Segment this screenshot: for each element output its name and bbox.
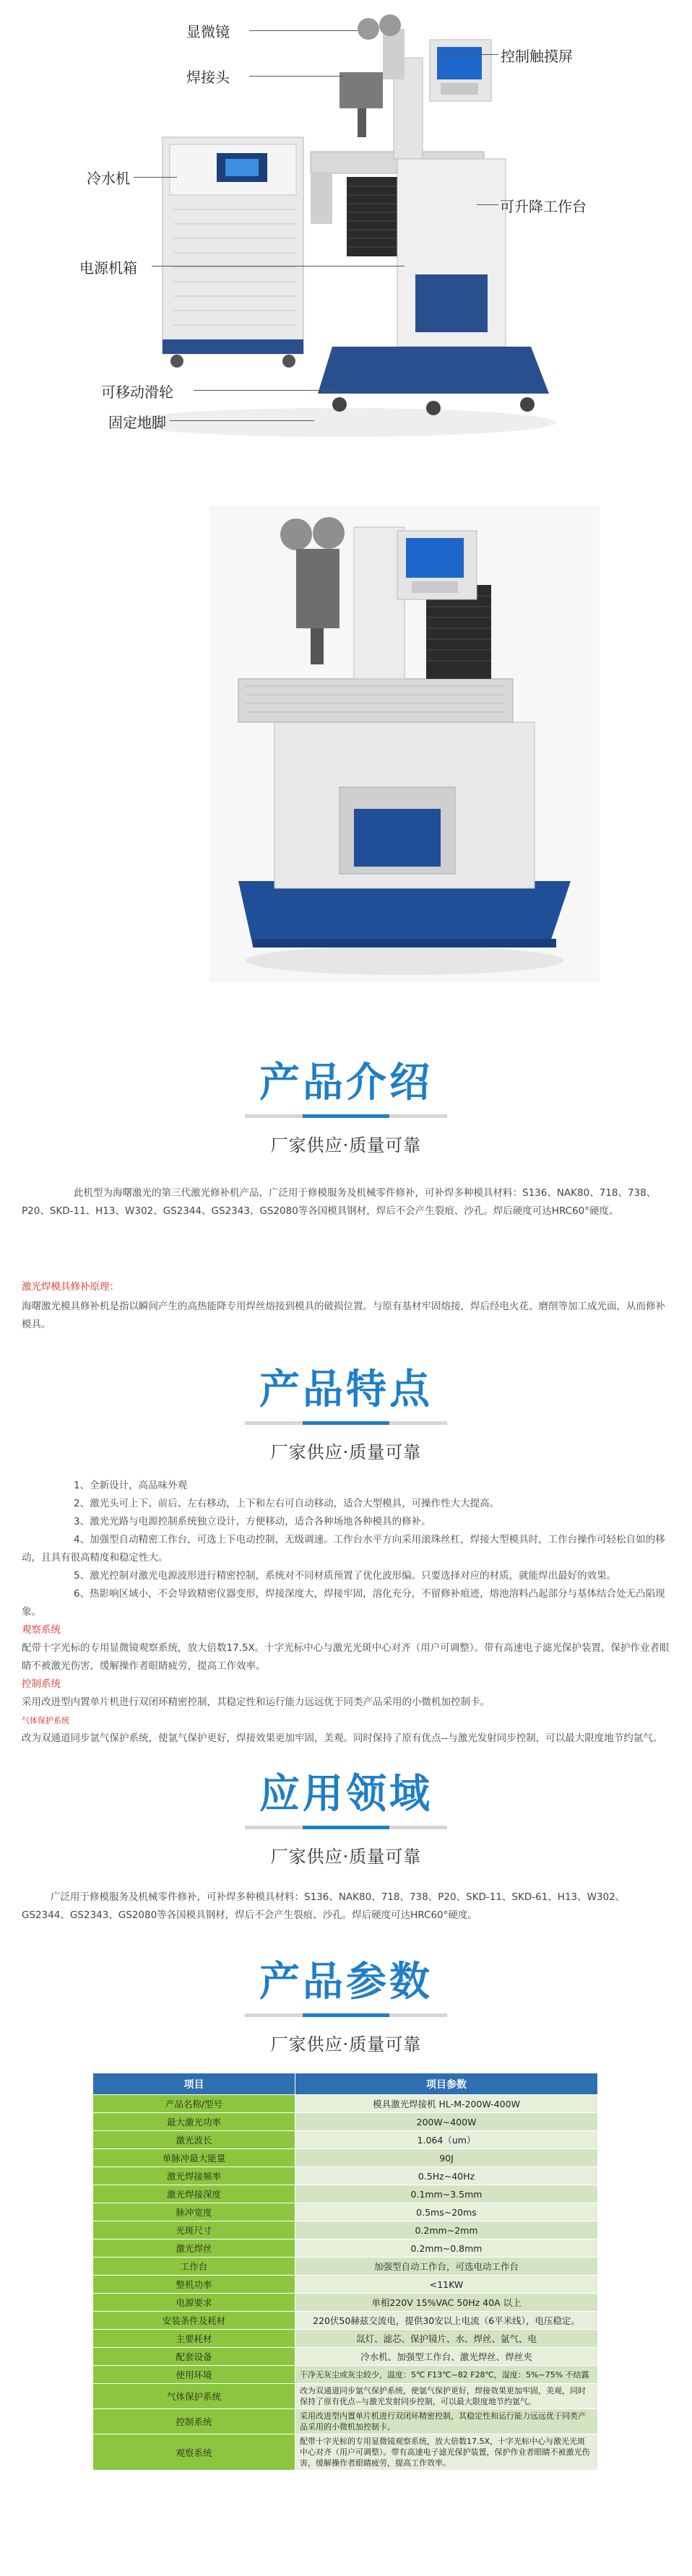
param-value: 1.064（um） xyxy=(295,2131,598,2149)
section-subtitle-features: 厂家供应·质量可靠 xyxy=(270,1442,422,1462)
param-name: 整机功率 xyxy=(93,2276,295,2294)
machine-product-photo xyxy=(209,506,600,982)
label-microscope: 显微镜 xyxy=(186,23,230,40)
param-name: 光斑尺寸 xyxy=(93,2221,295,2239)
param-value: 0.1mm~3.5mm xyxy=(295,2185,598,2203)
section-features-header xyxy=(0,1358,692,1463)
param-name: 控制系统 xyxy=(93,2409,295,2434)
param-value: 0.5Hz~40Hz xyxy=(295,2167,598,2185)
feature-item: 3、激光光路与电源控制系统独立设计，方便移动，适合各种场地各种模具的修补。 xyxy=(74,1516,431,1527)
param-name: 气体保护系统 xyxy=(93,2384,295,2409)
param-value: 0.5ms~20ms xyxy=(295,2203,598,2221)
section-subtitle-params: 厂家供应·质量可靠 xyxy=(270,2034,422,2055)
section-subtitle-application: 厂家供应·质量可靠 xyxy=(270,1847,422,1867)
label-chiller: 冷水机 xyxy=(87,170,130,187)
param-name: 激光焊接频率 xyxy=(93,2167,295,2185)
param-value: 0.2mm~2mm xyxy=(295,2221,598,2239)
principle-title: 激光焊模具修补原理： xyxy=(22,1281,119,1293)
params-table-body xyxy=(93,2095,598,2471)
label-power-cabinet: 电源机箱 xyxy=(79,259,137,277)
param-value: 氙灯、滤芯、保护镜片、水、焊丝、氩气、电 xyxy=(295,2330,598,2348)
param-value: 0.2mm~0.8mm xyxy=(295,2239,598,2258)
feature-item: 1、全新设计，高品味外观 xyxy=(74,1480,188,1491)
section-intro-header xyxy=(0,1051,692,1156)
param-value: <11KW xyxy=(295,2276,598,2294)
table-row xyxy=(93,2312,598,2330)
table-row xyxy=(93,2366,598,2384)
param-value: 200W~400W xyxy=(295,2113,598,2131)
label-weld-head: 焊接头 xyxy=(186,69,230,86)
param-value: 模具激光焊接机 HL-M-200W-400W xyxy=(295,2095,598,2113)
label-feet: 固定地脚 xyxy=(108,414,166,431)
param-name: 脉冲宽度 xyxy=(93,2203,295,2221)
features-list xyxy=(22,1477,672,1748)
table-row xyxy=(93,2221,598,2239)
param-name: 激光波长 xyxy=(93,2131,295,2149)
observe-body: 配带十字光标的专用显微镜观察系统，放大倍数17.5X。十字光标中心与激光光斑中心对齐（用户可调整）。带有高速电子滤光保护装置，保护作业者眼睛不被激光伤害，缓解操作者眼睛疲劳，提高工作效率。 xyxy=(22,1642,670,1672)
param-name: 安装条件及耗材 xyxy=(93,2312,295,2330)
param-name: 激光焊接深度 xyxy=(93,2185,295,2203)
param-value: 单相220V 15%VAC 50Hz 40A 以上 xyxy=(295,2294,598,2312)
param-value: 采用改进型内置单片机进行双闭环精密控制，其稳定性和运行能力远远优于同类产品采用的小微机加控制卡。 xyxy=(295,2409,598,2434)
param-value: 干净无灰尘或灰尘较少，温度：5℃ F13℃~82 F28℃，湿度：5%~75% 不结露 xyxy=(295,2366,598,2384)
param-name: 配套设备 xyxy=(93,2348,295,2366)
table-row xyxy=(93,2294,598,2312)
table-row xyxy=(93,2409,598,2434)
param-name: 使用环境 xyxy=(93,2366,295,2384)
table-row xyxy=(93,2185,598,2203)
param-name: 电源要求 xyxy=(93,2294,295,2312)
param-value: 改为双通道同步氩气保护系统，使氩气保护更好，焊接效果更加牢固，美观，同时保持了原有优点--与激光发射同步控制，可以最大限度地节约氩气。 xyxy=(295,2384,598,2409)
table-row xyxy=(93,2258,598,2276)
intro-body-text: 此机型为海曙激光的第三代激光修补机产品，广泛用于修模服务及机械零件修补，可补焊多种模具材料：S136、NAK80、718、738、P20、SKD-11、H13、W302、GS2344、GS2343、GS2080等各国模具钢材，焊后不会产生裂痕、沙孔。焊后硬度可达HRC60°硬度。 xyxy=(22,1187,657,1217)
params-table xyxy=(92,2073,598,2471)
table-row xyxy=(93,2131,598,2149)
table-row xyxy=(93,2239,598,2258)
application-body xyxy=(22,1888,672,1925)
table-row xyxy=(93,2276,598,2294)
param-value: 冷水机、加强型工作台、激光焊丝、焊丝夹 xyxy=(295,2348,598,2366)
principle-body: 海曙激光模具修补机是指以瞬间产生的高热能降专用焊丝熔接到模具的破损位置。与原有基材牢固熔接，焊后经电火花、磨削等加工成光面，从而修补模具。 xyxy=(22,1301,665,1330)
param-name: 工作台 xyxy=(93,2258,295,2276)
section-params-header xyxy=(0,1950,692,2055)
control-title: 控制系统 xyxy=(22,1678,61,1690)
param-name: 单脉冲最大能量 xyxy=(93,2149,295,2167)
feature-item: 6、热影响区域小，不会导致精密仪器变形，焊接深度大，焊接牢固，溶化充分，不留修补痕迹，熔池溶料凸起部分与基体结合处无凸陷现象。 xyxy=(22,1588,665,1618)
param-value: 220伏50赫兹交流电，提供30安以上电流（6平米线），电压稳定。 xyxy=(295,2312,598,2330)
params-header-value: 项目参数 xyxy=(295,2073,598,2095)
section-title-application: 应用领域 xyxy=(245,1762,447,1829)
application-body-text: 广泛用于修模服务及机械零件修补，可补焊多种模具材料：S136、NAK80、718、738、P20、SKD-11、SKD-61、H13、W302、GS2344、GS2343、GS2080等各国模具钢材，焊后不会产生裂痕、沙孔。焊后硬度可达HRC60°硬度。 xyxy=(22,1891,626,1921)
param-value: 配带十字光标的专用显微镜观察系统，放大倍数17.5X，十字光标中心与激光光斑中心对齐（用户可调整）。带有高速电子滤光保护装置，保护作业者眼睛不被激光伤害，缓解操作者眼睛疲劳，提高工作效率。 xyxy=(295,2434,598,2471)
label-casters: 可移动滑轮 xyxy=(101,383,173,401)
table-row xyxy=(93,2348,598,2366)
table-row xyxy=(93,2203,598,2221)
section-subtitle-intro: 厂家供应·质量可靠 xyxy=(270,1135,422,1155)
feature-item: 5、激光控制对激光电源波形进行精密控制，系统对不同材质预置了优化波形编。只要选择对应的材质，就能焊出最好的效果。 xyxy=(74,1570,617,1582)
gas-title: 气体保护系统 xyxy=(22,1716,69,1725)
table-row xyxy=(93,2167,598,2185)
params-table-header xyxy=(93,2073,598,2095)
param-name: 产品名称/型号 xyxy=(93,2095,295,2113)
param-name: 激光焊丝 xyxy=(93,2239,295,2258)
table-row xyxy=(93,2434,598,2471)
table-row xyxy=(93,2095,598,2113)
param-value: 90J xyxy=(295,2149,598,2167)
table-row xyxy=(93,2384,598,2409)
feature-item: 2、激光头可上下、前后、左右移动，上下和左右可自动移动，适合大型模具，可操作性大大提高。 xyxy=(74,1498,500,1509)
section-title-features: 产品特点 xyxy=(245,1358,447,1425)
table-row xyxy=(93,2113,598,2131)
table-row xyxy=(93,2330,598,2348)
section-title-params: 产品参数 xyxy=(245,1950,447,2017)
section-application-header xyxy=(0,1762,692,1868)
param-value: 加强型自动工作台，可选电动工作台 xyxy=(295,2258,598,2276)
control-body: 采用改进型内置单片机进行双闭环精密控制，其稳定性和运行能力远远优于同类产品采用的小微机加控制卡。 xyxy=(22,1696,490,1708)
gas-body: 改为双通道同步氩气保护系统，使氩气保护更好，焊接效果更加牢固，美观。同时保持了原有优点--与激光发射同步控制，可以最大限度地节约氩气。 xyxy=(22,1732,663,1744)
param-name: 主要耗材 xyxy=(93,2330,295,2348)
param-name: 最大激光功率 xyxy=(93,2113,295,2131)
observe-title: 观察系统 xyxy=(22,1624,61,1636)
label-lift-table: 可升降工作台 xyxy=(500,198,587,215)
params-table-wrapper xyxy=(92,2073,598,2471)
intro-body xyxy=(22,1184,672,1220)
feature-item: 4、加强型自动精密工作台，可选上下电动控制，无级调速。工作台水平方向采用滚珠丝杠，焊接大型模具时，工作台操作可轻松自如的移动，且具有很高精度和稳定性大。 xyxy=(22,1534,665,1564)
table-row xyxy=(93,2149,598,2167)
section-title-intro: 产品介绍 xyxy=(245,1051,447,1118)
machine-diagram-labeled xyxy=(0,0,692,469)
label-touch-screen: 控制触摸屏 xyxy=(501,48,573,65)
param-name: 观察系统 xyxy=(93,2434,295,2471)
params-header-item: 项目 xyxy=(93,2073,295,2095)
